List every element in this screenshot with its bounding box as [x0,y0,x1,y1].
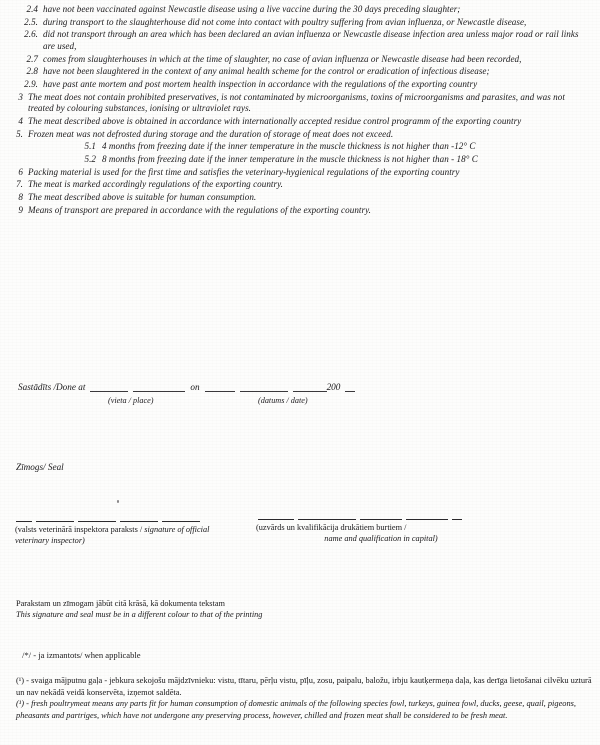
clause-item [0,79,600,91]
signature-rule-left [16,521,200,522]
place-caption: (vieta / place) [108,396,154,405]
clause-text: have not been slaughtered in the context of any animal health scheme for the control or eradication of infectious disease; [43,66,490,77]
clause-number: 8 [18,192,23,203]
print-colour-note-en: This signature and seal must be in a different colour to that of the printing [16,610,263,619]
clause-number: 5. [16,128,23,139]
clause-number: 5.2 [84,154,96,165]
date-blank-year-suffix[interactable] [345,382,355,392]
clause-number: 2.8 [26,66,38,77]
print-colour-note [16,598,576,620]
clause-item [0,54,600,66]
clause-text: Packing material is used for the first time and satisfies the veterinary-hygienical regulations of the exporting country [28,166,460,177]
scan-speck [117,500,119,503]
clause-number: 5.1 [84,141,96,152]
signature-rule-right [258,519,462,520]
footnote-fresh-poultrymeat-en: (¹) - fresh poultrymeat means any parts fit for human consumption of domestic animals of the following species fowl, turkeys, guinea fowl, ducks, geese, quail, pigeons, pheasants and partriges, which have not undergone any preserving process, however, chilled and frozen meat shall be considered to be fresh meat. [16,699,577,720]
clause-text: comes from slaughterhouses in which at the time of slaughter, no case of avian influenza or Newcastle disease had been recorded, [43,53,522,64]
clause-text: have not been vaccinated against Newcastle disease using a live vaccine during the 30 days preceding slaughter; [43,4,461,14]
clause-number: 4 [18,116,23,126]
clause-item [0,116,600,128]
place-blank-1[interactable] [90,382,128,392]
clause-item [0,92,600,115]
clause-item [0,4,600,16]
clause-item [0,167,600,179]
clause-item [0,205,600,217]
clause-text: The meat does not contain prohibited preservatives, is not contaminated by microorganisms, toxins of microorganisms and parasites, and was not treated by colouring substances, ionising or ultraviolet rays. [28,91,565,114]
signature-caption-left-lv: (valsts veterinārā inspektora paraksts / [15,525,143,534]
clause-number: 2.6. [24,29,38,40]
signature-caption-right [256,522,506,544]
signature-caption-right-en: name and qualification in capital) [324,534,438,543]
footnote-fresh-poultrymeat [16,675,594,721]
signature-caption-left [15,524,245,546]
clause-text: 8 months from freezing date if the inner temperature in the muscle thickness is not higher than - 18° C [102,154,478,165]
clause-text: Means of transport are prepared in accordance with the regulations of the exporting country. [28,204,371,215]
seal-label: Zīmogs/ Seal [16,462,64,472]
clause-item [0,29,600,52]
clause-item [0,179,600,191]
clause-text: did not transport through an area which has been declared an avian influenza or Newcastle disease infection area unless major road or rail links are used, [43,29,579,51]
clause-number: 2.7 [26,53,38,64]
clause-item [0,129,600,141]
footnote-fresh-poultrymeat-lv: (¹) - svaiga mājputnu gaļa - jebkura sekojošu mājdzīvnieku: vistu, tītaru, pērļu vistu, pīļu, zosu, paipalu, baložu, irbju kautķermeņa daļa, kas derīga lietošanai cilvēku uzturā un nav nekādā veidā konservēta, izņemot saldēta. [16,676,592,697]
clause-number: 9 [18,204,23,215]
signature-caption-left-en: signature of official veterinary inspector) [15,525,210,545]
date-blank-year-prefix[interactable] [293,382,327,392]
clause-number: 6 [18,166,23,177]
clause-number: 7. [16,179,23,190]
date-blank-day[interactable] [205,382,235,392]
clause-text: Frozen meat was not defrosted during storage and the duration of storage of meat does not exceed. [28,128,394,139]
clause-item [0,192,600,204]
clause-number: 3 [18,91,23,102]
date-caption: (datums / date) [258,396,308,405]
on-label: on [190,382,200,392]
signature-caption-right-lv: (uzvārds un kvalifikācija drukātiem burtiem / [256,523,407,532]
print-colour-note-lv: Parakstam un zīmogam jābūt citā krāsā, kā dokumenta tekstam [16,599,225,608]
clause-item [0,17,600,29]
clause-item [0,66,600,78]
place-blank-2[interactable] [133,382,185,392]
clause-text: The meat described above is suitable for human consumption. [28,192,257,203]
clause-item [0,141,600,153]
footnotes [16,650,594,723]
clause-number: 2.5. [24,16,38,27]
clause-text: 4 months from freezing date if the inner temperature in the muscle thickness is not higher than -12° C [102,141,476,152]
clause-list [0,4,600,218]
footnote-when-applicable: /*/ - ja izmantots/ when applicable [22,650,141,660]
date-blank-month[interactable] [240,382,288,392]
clause-text: The meat is marked accordingly regulations of the exporting country. [28,179,283,190]
clause-text: have past ante mortem and post mortem health inspection in accordance with the regulations of the exporting country [43,79,478,90]
clause-number: 2.9. [24,79,38,90]
done-at-label: Sastādīts /Done at [18,382,86,392]
clause-item [0,154,600,166]
clause-text: during transport to the slaughterhouse did not come into contact with poultry suffering from avian influenza, or Newcastle disease, [43,16,527,27]
year-prefix: 200 [326,382,341,392]
done-at-line [18,382,582,392]
clause-number: 2.4 [26,4,38,14]
clause-text: The meat described above is obtained in accordance with internationally accepted residue control programm of the exporting country [28,116,522,126]
